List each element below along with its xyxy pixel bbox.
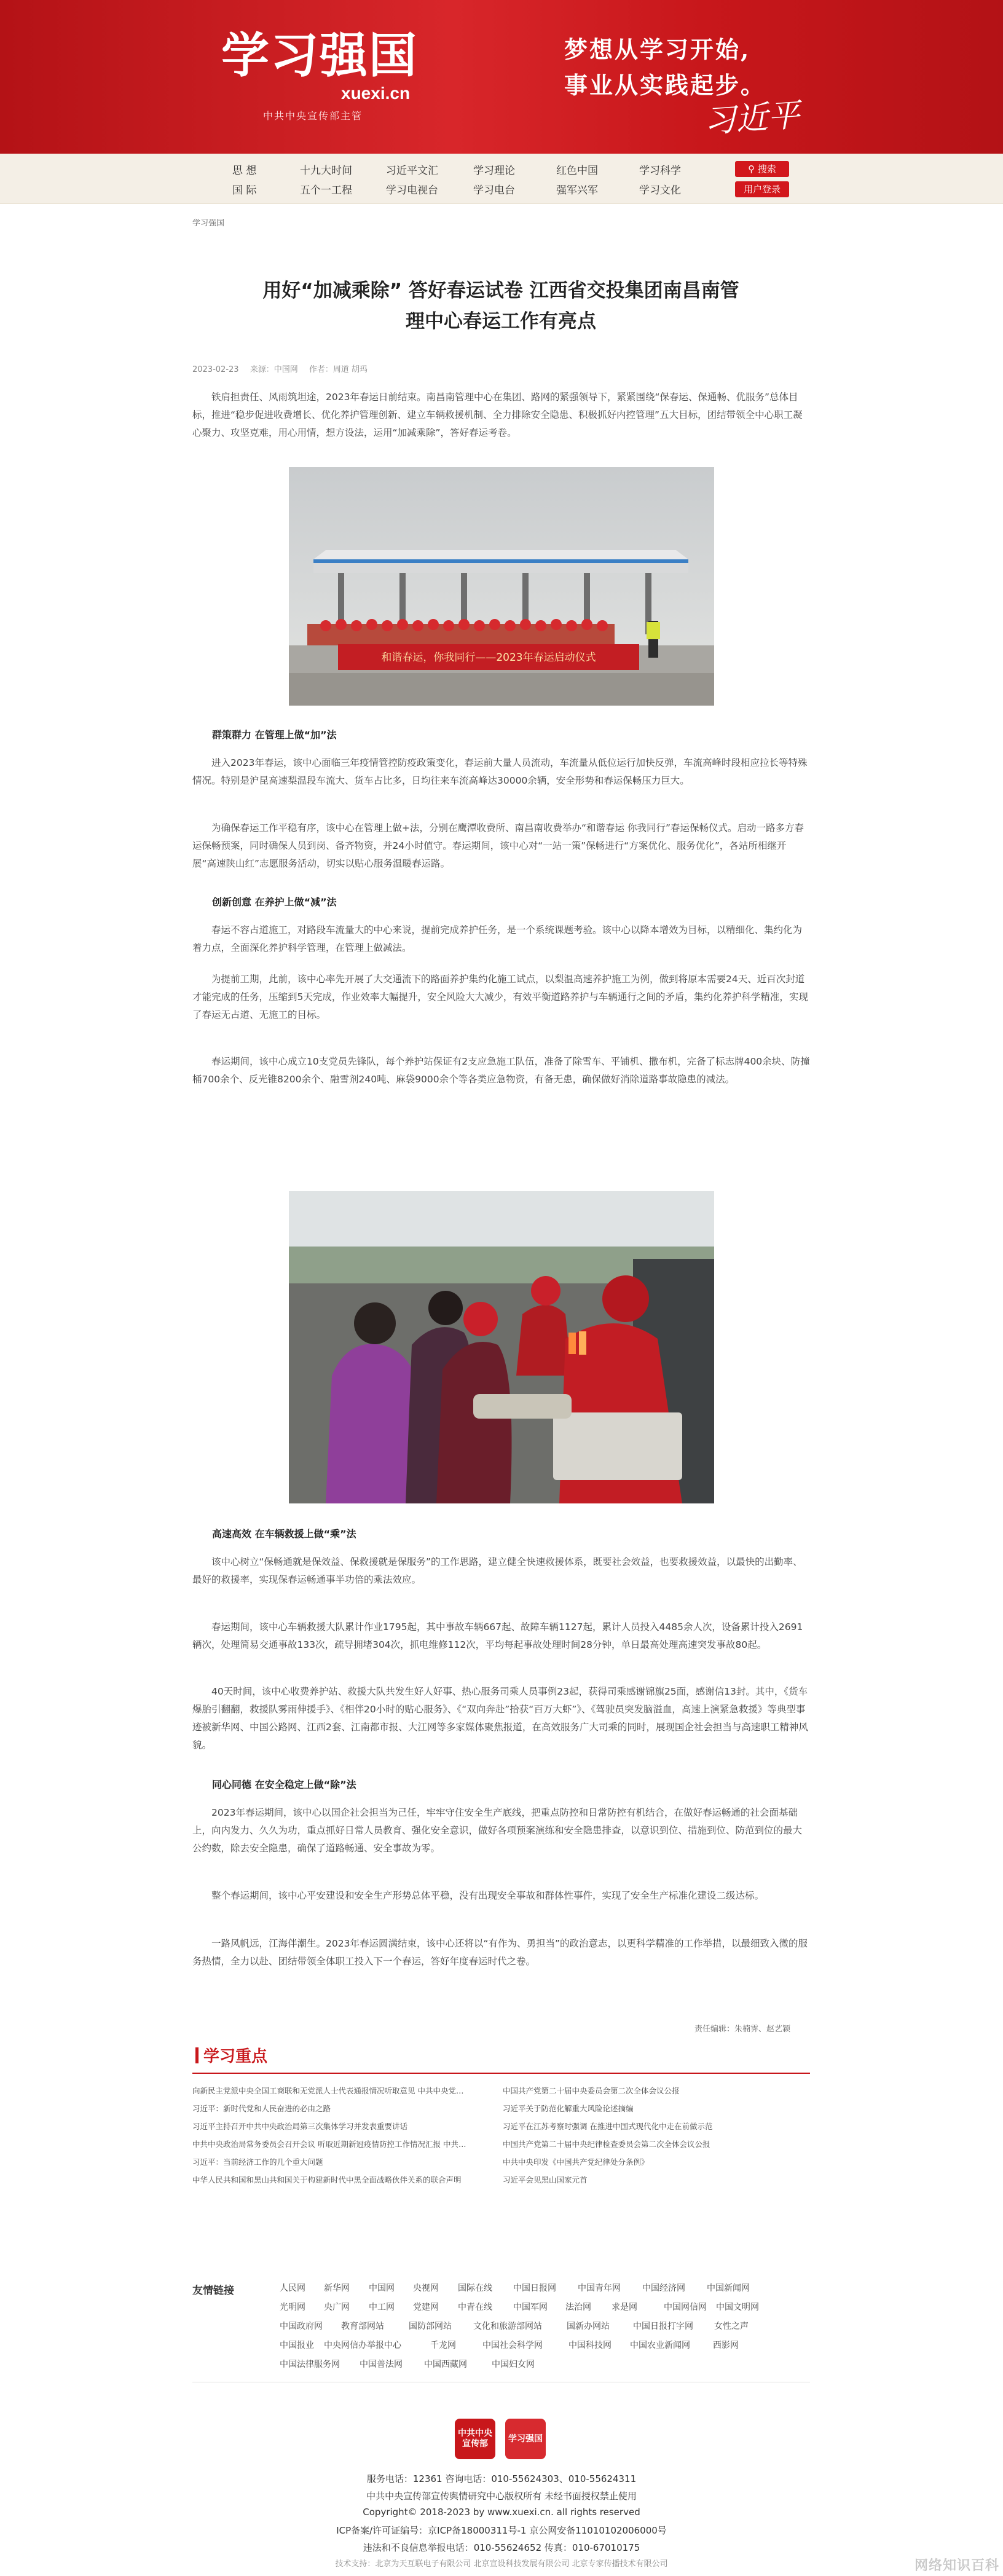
signature: 习近平 xyxy=(702,97,801,141)
friend-link[interactable]: 中国报业 xyxy=(280,2341,314,2350)
banner-text-in-photo: 和谐春运，你我同行——2023年春运启动仪式 xyxy=(381,652,596,664)
breadcrumb[interactable]: 学习强国 xyxy=(192,219,225,228)
friend-link[interactable]: 中国法律服务网 xyxy=(280,2360,340,2369)
section-subhead: 高速高效 在车辆救援上做“乘”法 xyxy=(212,1528,356,1540)
friend-link[interactable]: 党建网 xyxy=(413,2302,439,2312)
nav-item[interactable]: 习近平文汇 xyxy=(386,165,438,177)
responsible-editor: 责任编辑：朱楠霁、赵艺颖 xyxy=(694,2025,791,2034)
friend-link[interactable]: 光明网 xyxy=(280,2302,305,2312)
footer-badge-publicity-dept[interactable]: 中共中央宣传部 xyxy=(455,2419,495,2459)
nav-item[interactable]: 学习科学 xyxy=(639,165,681,177)
friend-link[interactable]: 法治网 xyxy=(565,2302,591,2312)
corner-watermark: 网络知识百科 xyxy=(914,2558,1000,2574)
article-paragraph: 春运期间，该中心车辆救援大队累计作业1795起，其中事故车辆667起、故障车辆1127起，累计人员投入4485余人次，设备累计投入2691辆次，处理简易交通事故133次，疏导拥堵304次，抓电维修112次，平均每起事故处理时间28分钟，单日最高处理高速突发事故80起。 xyxy=(192,1621,803,1650)
nav-item[interactable]: 十九大时间 xyxy=(300,165,352,177)
nav-item[interactable]: 五个一工程 xyxy=(300,184,352,197)
footer-report: 违法和不良信息举报电话：010-55624652 传真：010-67010175 xyxy=(363,2542,640,2553)
article-paragraph: 一路风帆远，江海伴潮生。2023年春运圆满结束，该中心还将以“有作为、勇担当”的政治意志，以更科学精准的工作举措，以最细致入微的服务热情，全力以赴、团结带领全体职工投入下一个春运，答好年度春运时代之卷。 xyxy=(192,1938,808,1967)
search-button[interactable] xyxy=(735,161,789,177)
nav-item[interactable]: 学习理论 xyxy=(473,165,515,177)
friend-link[interactable]: 国际在线 xyxy=(458,2283,492,2293)
friend-link[interactable]: 中国网 xyxy=(369,2283,395,2293)
study-section-title: 学习重点 xyxy=(195,2044,267,2066)
study-link[interactable]: 中国共产党第二十届中央委员会第二次全体会议公报 xyxy=(503,2086,680,2095)
friend-link[interactable]: 新华网 xyxy=(324,2283,350,2293)
friend-link[interactable]: 国新办网站 xyxy=(567,2322,610,2331)
nav-item[interactable]: 强军兴军 xyxy=(556,184,598,197)
friend-link[interactable]: 人民网 xyxy=(280,2283,305,2293)
friend-link[interactable]: 文化和旅游部网站 xyxy=(473,2322,542,2331)
friend-link[interactable]: 央广网 xyxy=(324,2302,350,2312)
study-link[interactable]: 习近平主持召开中共中央政治局第三次集体学习并发表重要讲话 xyxy=(192,2122,408,2131)
friend-link[interactable]: 中国科技网 xyxy=(568,2341,612,2350)
study-link[interactable]: 中华人民共和国和黑山共和国关于构建新时代中黑全面战略伙伴关系的联合声明 xyxy=(192,2175,462,2184)
nav-item[interactable]: 学习电视台 xyxy=(386,184,438,197)
section-subhead: 群策群力 在管理上做“加”法 xyxy=(212,729,337,741)
study-link[interactable]: 中国共产党第二十届中央纪律检查委员会第二次全体会议公报 xyxy=(503,2140,710,2149)
service-photo-svg xyxy=(289,1191,714,1503)
study-link[interactable]: 习近平关于防范化解重大风险论述摘编 xyxy=(503,2104,634,2113)
section-subhead: 同心同德 在安全稳定上做“除”法 xyxy=(212,1779,356,1790)
title-line-2: 理中心春运工作有亮点 xyxy=(406,310,596,333)
section-subhead: 创新创意 在养护上做“减”法 xyxy=(212,896,337,908)
friend-link[interactable]: 中国政府网 xyxy=(280,2322,323,2331)
article-paragraph: 为提前工期，此前，该中心率先开展了大交通流下的路面养护集约化施工试点，以梨温高速养护施工为例，做到将原本需要24天、近百次封道才能完成的任务，压缩到5天完成，作业效率大幅提升，安全风险大大减少，有效平衡道路养护与车辆通行之间的矛盾，集约化养护科学精准，实现了春运无占道、无施工的目标。 xyxy=(192,974,808,1020)
search-label: 搜索 xyxy=(757,163,776,175)
friend-link[interactable]: 中国新闻网 xyxy=(707,2283,750,2293)
logo-subtitle: 中共中央宣传部主管 xyxy=(263,110,363,122)
article-paragraph: 2023年春运期间，该中心以国企社会担当为己任，牢牢守住安全生产底线，把重点防控和日常防控有机结合，在做好春运畅通的社会面基础上，向内发力、久久为功，重点抓好日常人员教育、强化安全意识，做好各项预案演练和安全隐患排查，以意识到位、措施到位、防范到位的最大公约数，除去安全隐患，确保了道路畅通、安全事故为零。 xyxy=(192,1807,803,1854)
friend-link[interactable]: 中国军网 xyxy=(513,2302,548,2312)
slogan-line-2: 事业从实践起步。 xyxy=(564,71,766,99)
study-link[interactable]: 习近平在江苏考察时强调 在推进中国式现代化中走在前做示范 xyxy=(503,2122,713,2131)
footer-icp[interactable]: ICP备案/许可证编号：京ICP备18000311号-1 京公网安备11010102006000号 xyxy=(336,2525,667,2536)
friend-link[interactable]: 中国日报网 xyxy=(513,2283,556,2293)
friend-links-label: 友情链接 xyxy=(192,2285,234,2297)
logo-domain: xuexi.cn xyxy=(341,84,411,103)
study-link[interactable]: 习近平：新时代党和人民奋进的必由之路 xyxy=(192,2104,331,2113)
footer-copyright: Copyright© 2018-2023 by www.xuexi.cn. all rights reserved xyxy=(363,2507,640,2518)
friend-link[interactable]: 中国西藏网 xyxy=(424,2360,467,2369)
study-link[interactable]: 习近平：当前经济工作的几个重大问题 xyxy=(192,2157,323,2167)
friend-link[interactable]: 国防部网站 xyxy=(409,2322,452,2331)
nav-item[interactable]: 学习电台 xyxy=(473,184,515,197)
footer-sponsor: 中共中央宣传部宣传舆情研究中心版权所有 未经书面授权禁止使用 xyxy=(366,2491,637,2502)
header-banner xyxy=(0,0,1003,154)
friend-link[interactable]: 千龙网 xyxy=(430,2341,456,2350)
article-date: 2023-02-23 xyxy=(192,365,239,374)
article-author: 作者：周道 胡玛 xyxy=(309,365,368,374)
nav-item[interactable]: 国 际 xyxy=(232,184,257,197)
article-paragraph: 为确保春运工作平稳有序，该中心在管理上做+法，分别在鹰潭收费所、南昌南收费举办“和谐春运 你我同行”春运保畅仪式。启动一路多方春运保畅预案，同时确保人员到岗、备齐物资，并24小时值守。春运期间，该中心对“一站一策”保畅进行“方案优化、服务优化”，各站所相继开展“高速陕山红”志愿服务活动，切实以贴心服务温暖春运路。 xyxy=(192,822,804,869)
article-source: 来源：中国网 xyxy=(250,365,298,374)
nav-item[interactable]: 思 想 xyxy=(232,165,257,177)
friend-link[interactable]: 中国经济网 xyxy=(642,2283,685,2293)
main-nav xyxy=(0,154,1003,204)
article-paragraph: 该中心树立“保畅通就是保效益、保救援就是保服务”的工作思路，建立健全快速救援体系，既要社会效益，也要救援效益，以最快的出勤率、最好的救援率，实现保春运畅通事半功倍的乘法效应。 xyxy=(192,1556,803,1585)
banner-background xyxy=(0,0,1003,154)
article-paragraph: 整个春运期间，该中心平安建设和安全生产形势总体平稳，没有出现安全事故和群体性事件，实现了安全生产标准化建设二级达标。 xyxy=(211,1890,765,1901)
footer-tech-support: 技术支持：北京为天互联电子有限公司 北京宣设科技发展有限公司 北京专家传播技术有限公司 xyxy=(335,2559,668,2569)
friend-link[interactable]: 教育部网站 xyxy=(341,2322,384,2331)
article-paragraph: 40天时间，该中心收费养护站、救援大队共发生好人好事、热心服务司乘人员事例23起，获得司乘感谢锦旗25面，感谢信13封。其中，《货车爆胎引翻翻，救援队雾雨伸援手》、《相伴20小时的贴心服务》、《“双向奔赴”拾获“百万大虾”》、《驾驶员突发脑溢血，高速上演紧急救援》等典型事迹被新华网、中国公路网、江西2套、江南都市报、大江网等多家媒体聚焦报道，在高效服务广大司乘的同时，展现国企社会担当与高速职工精神风貌。 xyxy=(192,1686,808,1751)
footer-badge-xuexi[interactable]: 学习强国 xyxy=(505,2419,546,2459)
friend-link[interactable]: 中国社会科学网 xyxy=(482,2341,543,2350)
article-paragraph: 铁肩担责任、风雨筑坦途，2023年春运日前结束。南昌南管理中心在集团、路网的紧强领导下，紧紧围绕“保春运、保通畅、优服务”总体目标，推进“稳步促进收费增长、优化养护管理创新、建立车辆救援机制、全力排除安全隐患、积极抓好内控管理”五大目标，团结带领全中心职工凝心聚力、攻坚克难，用心用情，想方设法，运用“加减乘除”，答好春运考卷。 xyxy=(192,392,803,438)
study-section-divider xyxy=(192,2073,810,2074)
title-line-1: 用好“加减乘除” 答好春运试卷 江西省交投集团南昌南管 xyxy=(262,280,739,302)
friend-link[interactable]: 西影网 xyxy=(713,2341,739,2350)
article-photo-ceremony xyxy=(289,467,714,706)
study-link[interactable]: 中共中央印发《中国共产党纪律处分条例》 xyxy=(503,2157,649,2167)
friend-link[interactable]: 中国日报打字网 xyxy=(633,2322,693,2331)
friend-link[interactable]: 求是网 xyxy=(612,2302,637,2312)
friend-link[interactable]: 中国普法网 xyxy=(360,2360,403,2369)
friend-link[interactable]: 中国妇女网 xyxy=(492,2360,535,2369)
article-title xyxy=(240,275,762,337)
article-paragraph: 春运不容占道施工，对路段车流量大的中心来说，提前完成养护任务，是一个系统课题考验。该中心以降本增效为目标，以精细化、集约化为着力点，全面深化养护科学管理，在管理上做减法。 xyxy=(192,924,803,953)
footer-phone: 服务电话：12361 咨询电话：010-55624303、010-55624311 xyxy=(366,2473,637,2484)
article-paragraph: 进入2023年春运，该中心面临三年疫情管控防疫政策变化，春运前大量人员流动，车流量从低位运行加快反弹，车流高峰时段相应拉长等特殊情况。特别是沪昆高速梨温段车流大、货车占比多，日均往来车流高峰达30000余辆，安全形势和春运保畅压力巨大。 xyxy=(192,757,808,786)
nav-item[interactable]: 学习文化 xyxy=(639,184,681,197)
friend-link[interactable]: 中工网 xyxy=(369,2302,395,2312)
friend-link[interactable]: 中国青年网 xyxy=(578,2283,621,2293)
site-logo[interactable] xyxy=(221,17,418,86)
ceremony-photo-svg xyxy=(289,467,714,706)
article-paragraph: 春运期间，该中心成立10支党员先锋队，每个养护站保证有2支应急施工队伍，准备了除雪车、平铺机、撒布机，完备了标志牌400余块、防撞桶700余个、反光锥8200余个、融雪剂240吨、麻袋9000余个等各类应急物资，有备无患，确保做好消除道路事故隐患的减法。 xyxy=(192,1056,810,1085)
nav-item[interactable]: 红色中国 xyxy=(556,165,598,177)
login-button[interactable]: 用户登录 xyxy=(735,181,789,197)
study-link[interactable]: 中共中央政治局常务委员会召开会议 听取近期新冠疫情防控工作情况汇报 中共… xyxy=(192,2140,466,2149)
article-meta xyxy=(192,363,376,374)
friend-link[interactable]: 中国网信网 xyxy=(664,2302,707,2312)
friend-link[interactable]: 央视网 xyxy=(413,2283,439,2293)
friend-link[interactable]: 中青在线 xyxy=(458,2302,492,2312)
article-photo-service-station xyxy=(289,1191,714,1503)
logo-text: 学习强国 xyxy=(221,28,419,84)
study-link[interactable]: 习近平会见黑山国家元首 xyxy=(503,2175,588,2184)
study-link[interactable]: 向新民主党派中央全国工商联和无党派人士代表通报情况听取意见 中共中央党… xyxy=(192,2086,464,2095)
friend-link[interactable]: 中国农业新闻网 xyxy=(630,2341,690,2350)
slogan-line-1: 梦想从学习开始, xyxy=(564,36,751,63)
friend-link[interactable]: 女性之声 xyxy=(714,2322,749,2331)
friend-link[interactable]: 中央网信办举报中心 xyxy=(324,2341,401,2350)
friend-link[interactable]: 中国文明网 xyxy=(716,2302,759,2312)
search-icon: ⚲ xyxy=(748,163,755,175)
